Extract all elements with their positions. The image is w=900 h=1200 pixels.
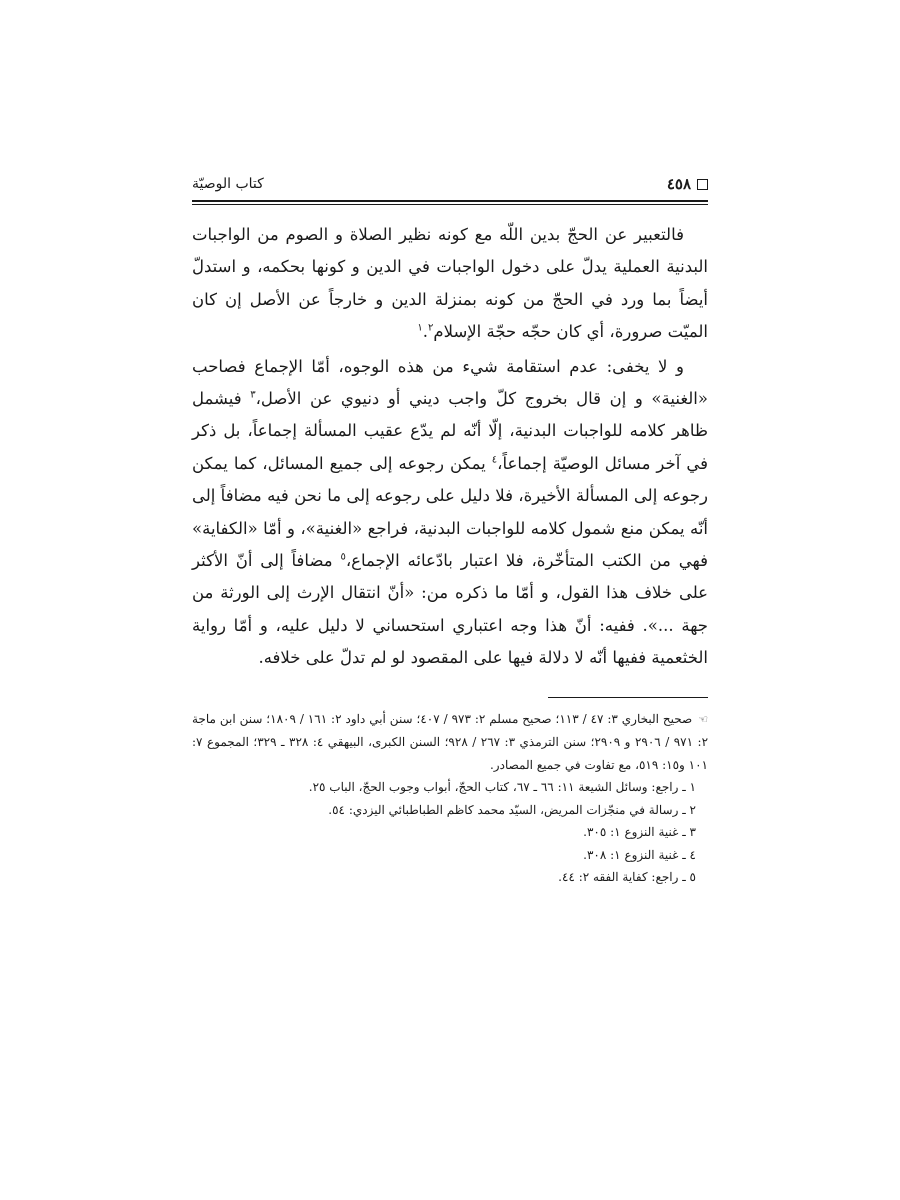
running-header xyxy=(192,168,708,200)
footnote-ref-4: ٤ xyxy=(491,454,498,466)
book-page xyxy=(192,168,708,889)
footnote-main-text: صحيح البخاري ٣: ٤٧ / ١١٣؛ صحيح مسلم ٢: ٩٧٣ / ٤٠٧؛ سنن أبي داود ٢: ١٦١ / ١٨٠٩؛ سنن ابن ماجة ٢: ٩٧١ / ٢٩٠٦ و ٢٩٠٩؛ سنن الترمذي ٣: ٢٦٧ / ٩٢٨؛ السنن الكبرى، البيهقي ٤: ٣٢٨ ـ ٣٢٩؛ المجموع ٧: ١٠١ و١٥: ٥١٩، مع تفاوت في جميع المصادر. xyxy=(192,711,709,772)
paragraph-2-text-c: يمكن رجوعه إلى جميع المسائل، كما يمكن رجوعه إلى المسألة الأخيرة، فلا دليل على رجوعه إلى ما نحن فيه مضافاً إلى أنّه يمكن منع شمول كلامه للواجبات البدنية، فراجع «الغنية»، و أمّا «الكفاية» فهي من الكتب المتأخّرة، فلا اعتبار بادّعائه الإجماع، xyxy=(192,453,708,571)
page-number: ٤٥٨ xyxy=(666,175,691,193)
paragraph-2 xyxy=(192,351,708,675)
footnote-ref-5: ٥ xyxy=(340,551,346,563)
footnote-ref-3: ٣ xyxy=(250,389,256,401)
footnote-separator xyxy=(548,697,708,698)
paragraph-2-text-d: مضافاً إلى أنّ الأكثر على خلاف هذا القول، و أمّا ما ذكره من: «أنّ انتقال الإرث إلى الورثة من جهة ...». ففيه: أنّ هذا وجه اعتباري استحساني لا دليل عليه، و أمّا رواية الخثعمية ففيها أنّه لا دلالة فيها على المقصود لو لم تدلّ على خلافه. xyxy=(192,551,708,668)
footnote-2: ٢ ـ رسالة في منجّزات المريض، السيّد محمد كاظم الطباطبائي اليزدي: ٥٤. xyxy=(328,802,696,817)
page-number-block xyxy=(667,175,708,193)
footnotes xyxy=(192,708,708,889)
footnote-ref-2: ٢ xyxy=(428,322,434,334)
footnote-1: ١ ـ راجع: وسائل الشيعة ١١: ٦٦ ـ ٦٧، كتاب الحجّ، أبواب وجوب الحجّ، الباب ٢٥. xyxy=(308,780,696,795)
paragraph-1 xyxy=(192,219,708,349)
footnote-main xyxy=(192,708,708,777)
square-box-icon xyxy=(697,179,708,190)
footnote-3: ٣ ـ غنية النزوع ١: ٣٠٥. xyxy=(583,825,696,840)
running-title: كتاب الوصيّة xyxy=(192,176,264,192)
header-rule-thin xyxy=(192,204,708,205)
paragraph-2-text-b: فيشمل ظاهر كلامه للواجبات البدنية، إلّا أنّه لم يدّع عقيب المسألة إجماعاً، بل ذكر في آخر مسائل الوصيّة إجماعاً، xyxy=(192,389,708,473)
paragraph-1-period: . xyxy=(422,322,429,342)
paragraph-2-text-a: و لا يخفى: عدم استقامة شيء من هذه الوجوه، أمّا الإجماع فصاحب «الغنية» و إن قال بخروج كلّ واجب ديني أو دنيوي عن الأصل، xyxy=(192,356,708,409)
main-text xyxy=(192,219,708,675)
header-rule-thick xyxy=(192,200,708,202)
footnote-5: ٥ ـ راجع: كفاية الفقه ٢: ٤٤. xyxy=(558,870,696,885)
pointing-hand-icon: ☜ xyxy=(698,712,709,726)
footnote-ref-1: ١ xyxy=(417,322,423,334)
paragraph-1-text: فالتعبير عن الحجّ بدين اللّه مع كونه نظير الصلاة و الصوم من الواجبات البدنية العملية يدلّ على دخول الواجبات في الدين و كونها بحكمه، و استدلّ أيضاً بما ورد في الحجّ من كونه بمنزلة الدين و خارجاً عن الأصل إن كان الميّت صرورة، أي كان حجّه حجّة الإسلام xyxy=(192,225,708,342)
footnote-4: ٤ ـ غنية النزوع ١: ٣٠٨. xyxy=(583,847,696,862)
